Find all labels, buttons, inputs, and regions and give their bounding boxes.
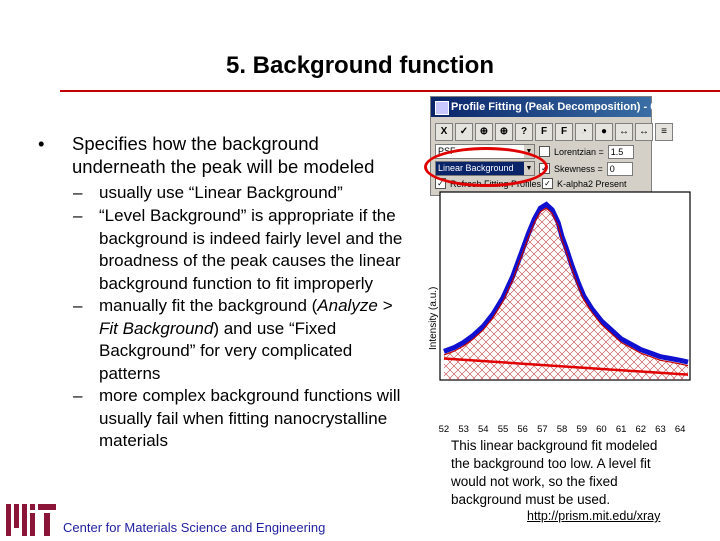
footer-org: Center for Materials Science and Engineering: [63, 520, 326, 535]
skewness-input[interactable]: 0: [607, 162, 633, 176]
main-bullet-line: Specifies how the background: [72, 133, 319, 154]
x-tick-label: 58: [556, 424, 568, 435]
footer-url-link[interactable]: http://prism.mit.edu/xray: [527, 509, 661, 523]
window-title: Profile Fitting (Peak Decomposition) - 6 Pr: [451, 101, 672, 113]
sub-bullet-line: Fit Background) and use “Fixed: [99, 318, 337, 338]
caption-line: the background too low. A level fit: [451, 456, 651, 471]
skewness-label: Skewness =: [554, 163, 603, 174]
chart-svg: [422, 190, 694, 435]
dash-symbol: –: [73, 206, 83, 225]
x-tick-label: 52: [438, 424, 450, 435]
x-tick-label: 55: [497, 424, 509, 435]
x-tick-label: 53: [458, 424, 469, 435]
app-icon: [435, 101, 449, 115]
sub-bullet-line: usually fail when fitting nanocrystalline: [99, 408, 388, 428]
pie-icon[interactable]: ◔: [575, 123, 593, 141]
sub-bullet-line: manually fit the background (Analyze >: [99, 296, 393, 315]
color-icon[interactable]: ●: [595, 123, 613, 141]
x-tick-label: 64: [674, 424, 686, 435]
check-icon[interactable]: ✓: [455, 123, 473, 141]
x-tick-label: 62: [635, 424, 647, 435]
mit-logo: [6, 500, 58, 541]
sub-bullet-line: “Level Background” is appropriate if the: [99, 206, 396, 225]
zoom-icon[interactable]: ⊕: [495, 123, 513, 141]
chart-caption: [451, 437, 701, 509]
title-divider: [60, 90, 720, 92]
sub-bullet-line: background function to fit improperly: [99, 273, 374, 293]
chevron-down-icon: ▼: [524, 145, 534, 158]
lorentzian-label: Lorentzian =: [554, 146, 604, 157]
xrd-profile-chart: [422, 190, 694, 435]
kalpha-checkbox[interactable]: ✓: [542, 178, 553, 189]
dash-symbol: –: [73, 296, 83, 315]
x-tick-label: 61: [615, 424, 627, 435]
sub-bullet-line: usually use “Linear Background”: [99, 183, 343, 202]
refresh-label: Refresh Fitting Profiles: [450, 178, 542, 189]
toolbar: [435, 123, 673, 141]
function-select-value: PSF: [438, 146, 456, 156]
sub-bullet-line: broadness of the peak causes the linear: [99, 251, 401, 270]
arrow-icon[interactable]: ↔: [635, 123, 653, 141]
lorentzian-input[interactable]: 1.5: [608, 145, 634, 159]
question-icon[interactable]: ?: [515, 123, 533, 141]
x-tick-label: 57: [537, 424, 548, 435]
dash-symbol: –: [73, 386, 83, 405]
highlight-oval: [424, 147, 548, 187]
x-tick-label: 56: [517, 424, 528, 435]
sub-bullet-line: Background” for very complicated: [99, 341, 353, 360]
lorentzian-checkbox[interactable]: [539, 146, 550, 157]
refresh-checkbox[interactable]: ✓: [435, 178, 446, 189]
italic-menu-path: Analyze >: [317, 296, 393, 315]
mit-logo-icon: [6, 500, 58, 536]
sub-bullet-line: materials: [99, 431, 168, 450]
sub-bullet-3-text: [99, 295, 417, 385]
close-x-icon[interactable]: X: [435, 123, 453, 141]
arrow-icon[interactable]: ↔: [615, 123, 633, 141]
main-bullet-text: [72, 132, 427, 178]
slide-title: 5. Background function: [225, 52, 494, 79]
x-tick-label: 54: [478, 424, 489, 435]
caption-line: This linear background fit modeled: [451, 438, 658, 453]
bullet-symbol: •: [38, 133, 45, 154]
kalpha-label: K-alpha2 Present: [557, 178, 627, 189]
window-titlebar: [431, 97, 672, 117]
sub-bullet-line: more complex background functions will: [99, 386, 401, 405]
sub-bullet-line: patterns: [99, 363, 161, 383]
x-tick-label: 59: [576, 424, 588, 435]
x-tick-label: 63: [655, 424, 666, 435]
dash-symbol: –: [73, 183, 83, 202]
main-bullet-line: underneath the peak will be modeled: [72, 156, 375, 177]
caption-line: would not work, so the fixed: [451, 474, 618, 489]
fit-icon[interactable]: F: [535, 123, 553, 141]
skewness-checkbox[interactable]: ✓: [539, 163, 550, 174]
chevron-down-icon: ▼: [524, 162, 534, 175]
list-icon[interactable]: ≡: [655, 123, 673, 141]
y-axis-label: Intensity (a.u.): [428, 286, 439, 350]
background-select-value: Linear Background: [438, 163, 514, 173]
zoom-icon[interactable]: ⊕: [475, 123, 493, 141]
italic-menu-path: Fit Background: [99, 318, 214, 338]
caption-line: background must be used.: [451, 492, 611, 507]
x-tick-label: 60: [596, 424, 607, 435]
fit-icon[interactable]: F: [555, 123, 573, 141]
sub-bullet-line: background is indeed fairly level and the: [99, 228, 403, 248]
